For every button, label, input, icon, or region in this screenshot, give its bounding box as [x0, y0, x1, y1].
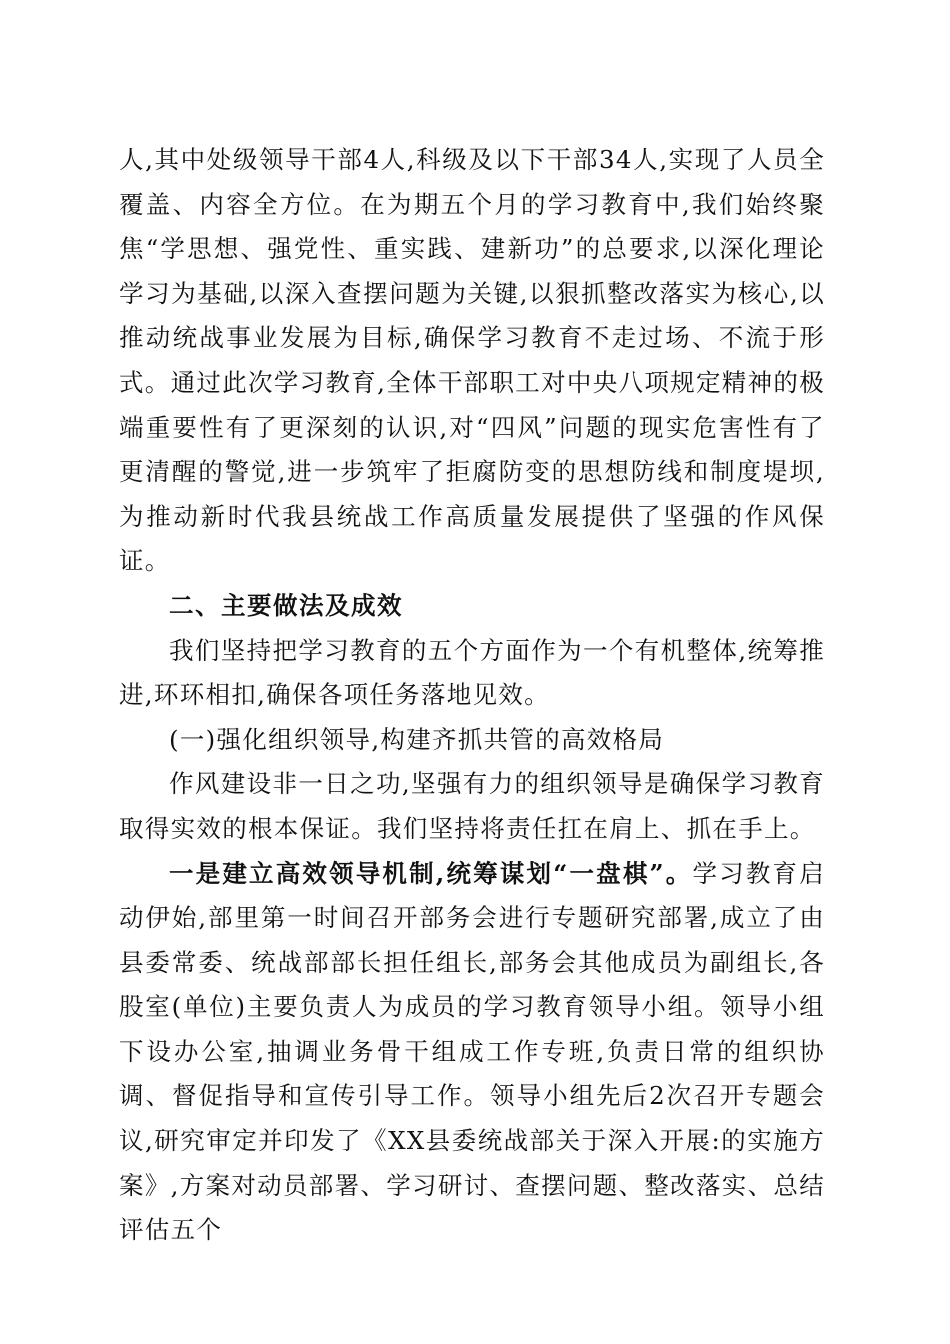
subsection-heading-1: (一)强化组织领导,构建齐抓共管的高效格局: [169, 724, 665, 754]
body-paragraph-4: [119, 852, 825, 1253]
section-heading-2: 二、主要做法及成效: [169, 590, 403, 620]
body-paragraph-2: 我们坚持把学习教育的五个方面作为一个有机整体,统筹推进,环环相扣,确保各项任务落地见效。: [119, 635, 825, 710]
document-page: [119, 138, 825, 1253]
body-paragraph-1: 人,其中处级领导干部4人,科级及以下干部34人,实现了人员全覆盖、内容全方位。在为期五个月的学习教育中,我们始终聚焦“学思想、强党性、重实践、建新功”的总要求,以深化理论学习为基础,以深入查摆问题为关键,以狠抓整改落实为核心,以推动统战事业发展为目标,确保学习教育不走过场、不流于形式。通过此次学习教育,全体干部职工对中央八项规定精神的极端重要性有了更深刻的认识,对“四风”问题的现实危害性有了更清醒的警觉,进一步筑牢了拒腐防变的思想防线和制度堤坝,为推动新时代我县统战工作高质量发展提供了坚强的作风保证。: [119, 145, 825, 576]
body-paragraph-3: 作风建设非一日之功,坚强有力的组织领导是确保学习教育取得实效的根本保证。我们坚持将责任扛在肩上、抓在手上。: [119, 769, 825, 843]
paragraph-body: 学习教育启动伊始,部里第一时间召开部务会进行专题研究部署,成立了由县委常委、统战部部长担任组长,部务会其他成员为副组长,各股室(单位)主要负责人为成员的学习教育领导小组。领导小组下设办公室,抽调业务骨干组成工作专班,负责日常的组织协调、督促指导和宣传引导工作。领导小组先后2次召开专题会议,研究审定并印发了《XX县委统战部关于深入开展:的实施方案》,方案对动员部署、学习研讨、查摆问题、整改落实、总结评估五个: [119, 858, 826, 1245]
paragraph-lead: 一是建立高效领导机制,统筹谋划“一盘棋”。: [169, 858, 693, 888]
